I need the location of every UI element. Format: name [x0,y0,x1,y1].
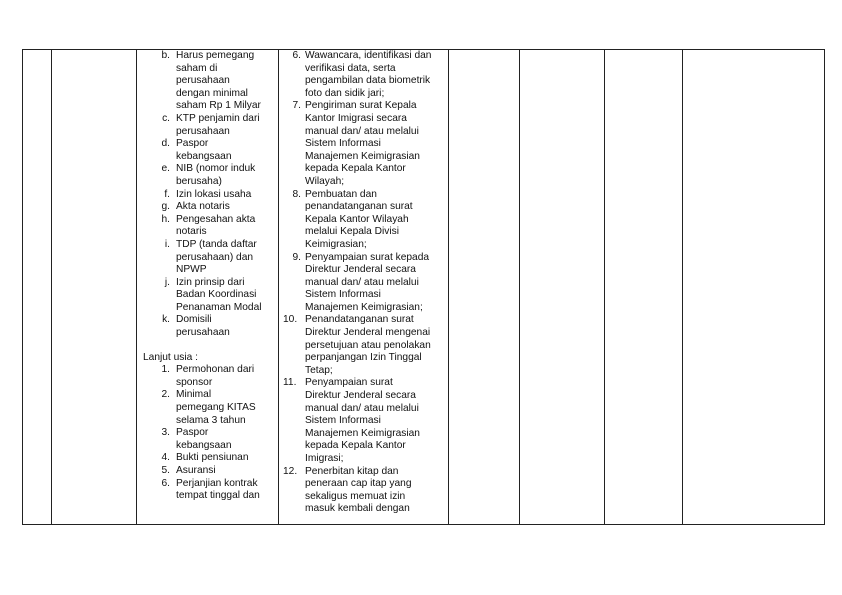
list-item-text: Domisili perusahaan [176,314,230,339]
list-item-text: Paspor kebangsaan [176,427,232,451]
list-marker: d. [161,138,170,150]
list-item-text: Paspor kebangsaan [176,138,232,162]
cell-notes [683,50,825,525]
cell-number [23,50,52,525]
list-item [283,377,445,465]
list-marker: 12. [283,465,298,477]
lanjut-usia-heading: Lanjut usia : [143,351,198,363]
list-item [141,214,275,239]
list-item [141,277,275,315]
list-item [141,201,275,214]
list-item [141,189,275,202]
cell-requirements [137,50,279,525]
list-marker: 6. [292,50,301,61]
list-item-text: Wawancara, identifikasi dan verifikasi data, serta pengambilan data biometrik foto dan sidik jari; [305,50,432,99]
list-marker: i. [164,238,170,250]
list-marker: 5. [161,465,170,476]
list-item-text: Izin prinsip dari Badan Koordinasi Penanaman Modal [176,276,262,313]
list-marker: e. [161,163,170,175]
list-marker: 3. [161,427,170,439]
table-row [23,50,825,525]
cell-cost [520,50,605,525]
list-marker: 11. [283,377,297,389]
cell-procedure [279,50,449,525]
cell-service [52,50,137,525]
list-item-text: Penyampaian surat kepada Direktur Jenderal secara manual dan/ atau melalui Sistem Informasi Manajemen Keimigrasian; [305,251,430,313]
list-item-text: Pengesahan akta notaris [176,213,256,238]
list-item-text: Akta notaris [176,201,230,213]
list-item [141,50,275,113]
list-marker: 10. [283,314,298,326]
requirements-table [22,49,825,525]
list-item [141,163,275,188]
list-item-text: Izin lokasi usaha [176,188,252,200]
list-marker: b. [161,50,170,61]
list-item [141,364,275,389]
list-item [141,138,275,163]
list-item-text: Pengiriman surat Kepala Kantor Imigrasi secara manual dan/ atau melalui Sistem Informasi Manajemen Keimigrasian kepada Kepala Kantor Wilayah; [305,100,420,187]
list-marker: k. [162,314,170,326]
list-item [141,113,275,138]
list-item [283,100,445,188]
list-item [283,50,445,100]
list-marker: f. [164,188,170,200]
procedure-list [279,50,448,516]
requirements-list [137,50,278,503]
list-marker: 2. [161,389,170,401]
list-item-text: Asuransi [176,465,216,476]
list-item [141,389,275,427]
list-item-text: Harus pemegang saham di perusahaan dengan minimal saham Rp 1 Milyar [176,50,261,112]
list-item [141,427,275,452]
list-item-text: Perjanjian kontrak tempat tinggal dan [176,477,260,502]
list-item-text: Penerbitan kitap dan peneraan cap itap yang sekaligus memuat izin masuk kembali dengan [305,465,412,515]
list-marker: 1. [161,364,170,376]
list-item [141,465,275,478]
cell-product [605,50,683,525]
cell-time [449,50,520,525]
list-marker: 4. [161,452,170,464]
list-item-text: Pembuatan dan penandatanganan surat Kepala Kantor Wilayah melalui Kepala Divisi Keimigrasian; [305,188,413,250]
list-item [283,189,445,252]
list-item [283,314,445,377]
list-marker: c. [162,112,170,124]
list-item [141,478,275,503]
list-marker: 7. [292,100,301,112]
list-item [141,239,275,277]
list-marker: 6. [161,477,170,489]
list-marker: h. [161,213,170,225]
list-item-text: KTP penjamin dari perusahaan [176,112,260,137]
list-item [283,252,445,315]
list-marker: 8. [292,188,301,200]
list-item [283,466,445,516]
list-item [141,314,275,339]
list-marker: 9. [292,251,301,263]
list-item-text: Permohonan dari sponsor [176,364,255,388]
list-marker: j. [164,276,170,288]
list-item-text: Penyampaian surat Direktur Jenderal secara manual dan/ atau melalui Sistem Informasi Manajemen Keimigrasian kepada Kepala Kantor Imigrasi; [305,377,420,464]
list-item [141,452,275,465]
list-item-text: Penandatanganan surat Direktur Jenderal mengenai persetujuan atau penolakan perpanjangan Izin Tinggal Tetap; [305,314,431,376]
list-marker: g. [161,201,170,213]
list-item-text: Bukti pensiunan [176,452,249,464]
list-item-text: TDP (tanda daftar perusahaan) dan NPWP [176,238,257,276]
list-item-text: Minimal pemegang KITAS selama 3 tahun [176,389,256,426]
list-item-text: NIB (nomor induk berusaha) [176,163,256,187]
